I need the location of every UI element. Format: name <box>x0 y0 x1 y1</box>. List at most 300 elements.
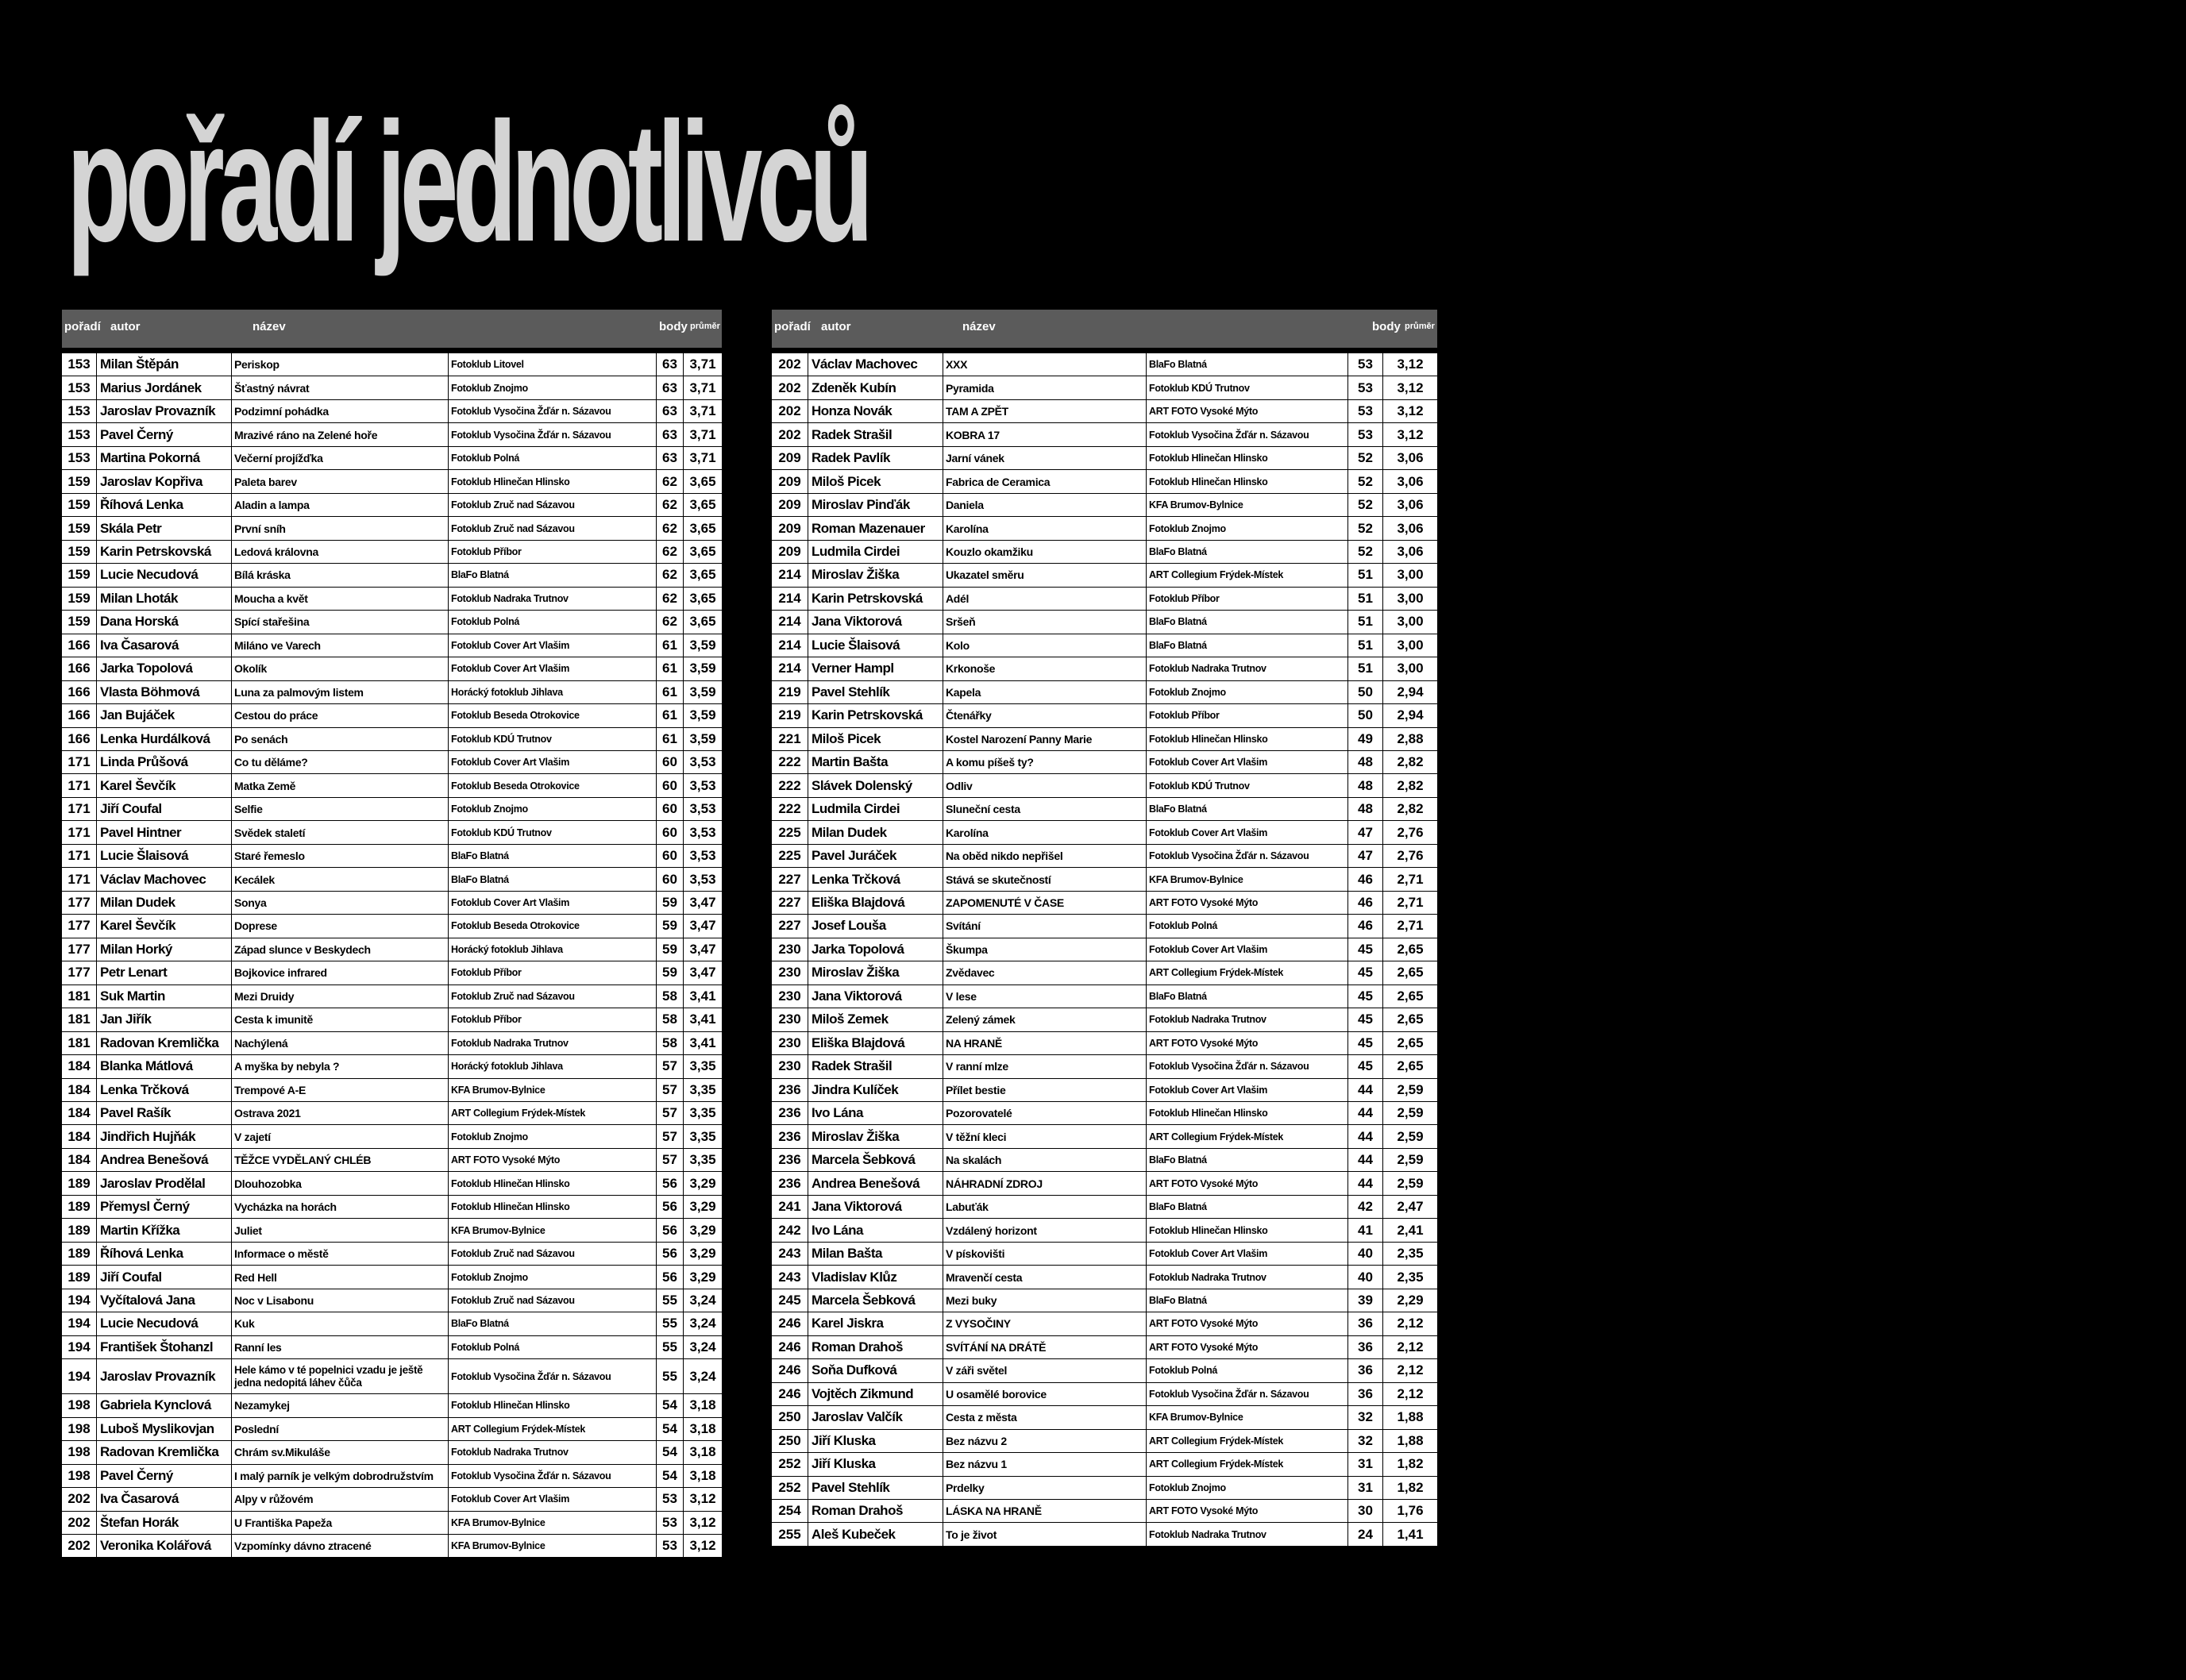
cell-club: BlaFo Blatná <box>1147 353 1348 376</box>
cell-points: 53 <box>1348 423 1383 445</box>
cell-rank: 202 <box>772 423 808 445</box>
table-row <box>62 1336 722 1359</box>
cell-points: 50 <box>1348 681 1383 703</box>
table-row <box>772 1406 1437 1429</box>
cell-rank: 242 <box>772 1219 808 1241</box>
cell-avg: 3,00 <box>1397 567 1424 583</box>
cell-points: 58 <box>657 985 684 1008</box>
cell-club: Fotoklub KDÚ Trutnov <box>449 821 657 843</box>
cell-author: Slávek Dolenský <box>808 774 943 796</box>
cell-club: Fotoklub Nadraka Trutnov <box>1147 1523 1348 1545</box>
cell-author: Ludmila Cirdei <box>808 798 943 820</box>
cell-author: Gabriela Kynclová <box>97 1394 232 1416</box>
cell-title: Co tu děláme? <box>232 751 449 773</box>
cell-rank: 189 <box>62 1266 97 1288</box>
cell-rank: 189 <box>62 1219 97 1241</box>
cell-author: Milan Štěpán <box>97 353 232 376</box>
col-header-rank: pořadí <box>774 320 811 333</box>
cell-points: 55 <box>657 1289 684 1312</box>
cell-avg: 3,12 <box>689 1491 716 1507</box>
cell-author: Miloš Picek <box>808 470 943 492</box>
cell-rank: 245 <box>772 1289 808 1312</box>
cell-author: Karel Ševčík <box>97 774 232 796</box>
cell-title: U osamělé borovice <box>943 1383 1147 1405</box>
cell-title: Zvědavec <box>943 961 1147 984</box>
cell-title: Šťastný návrat <box>232 376 449 399</box>
cell-title: V zajetí <box>232 1125 449 1147</box>
cell-avg: 1,82 <box>1397 1479 1424 1495</box>
cell-points: 52 <box>1348 447 1383 469</box>
cell-club: Fotoklub Hlinečan Hlinsko <box>1147 1219 1348 1241</box>
table-row <box>772 1079 1437 1102</box>
cell-points: 58 <box>657 1008 684 1031</box>
cell-rank: 254 <box>772 1500 808 1522</box>
table-row <box>62 564 722 587</box>
cell-rank: 230 <box>772 985 808 1008</box>
cell-title: Luna za palmovým listem <box>232 681 449 703</box>
cell-author: Josef Louša <box>808 915 943 937</box>
cell-club: KFA Brumov-Bylnice <box>1147 494 1348 516</box>
cell-title: Kecálek <box>232 868 449 890</box>
cell-club: Fotoklub Cover Art Vlašim <box>449 657 657 680</box>
cell-rank: 227 <box>772 868 808 890</box>
cell-points: 61 <box>657 634 684 657</box>
cell-author: Ludmila Cirdei <box>808 541 943 563</box>
cell-avg: 3,59 <box>689 684 716 699</box>
cell-club: Fotoklub Znojmo <box>449 798 657 820</box>
cell-club: Fotoklub KDÚ Trutnov <box>1147 376 1348 399</box>
cell-title: TĚŽCE VYDĚLANÝ CHLÉB <box>232 1149 449 1171</box>
cell-avg: 3,41 <box>689 988 716 1004</box>
cell-avg: 3,12 <box>1397 403 1424 419</box>
cell-points: 57 <box>657 1055 684 1077</box>
cell-title: Na oběd nikdo nepřišel <box>943 845 1147 867</box>
table-row <box>772 1102 1437 1125</box>
cell-rank: 225 <box>772 821 808 843</box>
cell-author: Martin Křížka <box>97 1219 232 1241</box>
cell-rank: 202 <box>62 1535 97 1557</box>
cell-rank: 198 <box>62 1465 97 1487</box>
cell-avg: 2,12 <box>1397 1362 1424 1378</box>
cell-avg: 2,71 <box>1397 918 1424 934</box>
cell-points: 57 <box>657 1079 684 1101</box>
cell-title: Sluneční cesta <box>943 798 1147 820</box>
cell-rank: 214 <box>772 588 808 610</box>
cell-rank: 230 <box>772 1055 808 1077</box>
cell-points: 47 <box>1348 845 1383 867</box>
table-row <box>62 1394 722 1417</box>
col-header-average: průměr <box>690 322 720 331</box>
cell-author: Verner Hampl <box>808 657 943 680</box>
cell-author: Říhová Lenka <box>97 1243 232 1265</box>
table-row <box>62 1312 722 1335</box>
table-row <box>62 704 722 727</box>
cell-rank: 181 <box>62 1032 97 1054</box>
cell-points: 56 <box>657 1243 684 1265</box>
cell-author: Radovan Kremlička <box>97 1441 232 1463</box>
table-row <box>772 423 1437 446</box>
cell-points: 45 <box>1348 1032 1383 1054</box>
cell-title: Kolo <box>943 634 1147 657</box>
cell-title: Mezi Druidy <box>232 985 449 1008</box>
cell-club: Fotoklub Beseda Otrokovice <box>449 915 657 937</box>
table-row <box>772 1453 1437 1476</box>
cell-club: Horácký fotoklub Jihlava <box>449 681 657 703</box>
cell-title: Večerní projížďka <box>232 447 449 469</box>
cell-points: 58 <box>657 1032 684 1054</box>
table-row <box>772 1172 1437 1195</box>
table-row <box>62 1102 722 1125</box>
table-row <box>62 1008 722 1031</box>
cell-title: Periskop <box>232 353 449 376</box>
cell-points: 60 <box>657 821 684 843</box>
cell-title: Okolík <box>232 657 449 680</box>
cell-title: Cestou do práce <box>232 704 449 726</box>
cell-title: Západ slunce v Beskydech <box>232 938 449 961</box>
cell-rank: 236 <box>772 1079 808 1101</box>
cell-avg: 2,82 <box>1397 801 1424 817</box>
cell-points: 45 <box>1348 1055 1383 1077</box>
cell-author: Pavel Juráček <box>808 845 943 867</box>
cell-author: Miroslav Žiška <box>808 564 943 586</box>
cell-avg: 2,65 <box>1397 1058 1424 1074</box>
cell-rank: 246 <box>772 1383 808 1405</box>
cell-title: V záři světel <box>943 1359 1147 1381</box>
cell-points: 52 <box>1348 517 1383 539</box>
cell-title: V pískovišti <box>943 1243 1147 1265</box>
cell-author: Miroslav Žiška <box>808 1125 943 1147</box>
cell-author: Jiří Coufal <box>97 798 232 820</box>
table-row <box>62 1125 722 1148</box>
cell-club: Horácký fotoklub Jihlava <box>449 1055 657 1077</box>
cell-author: Jiří Kluska <box>808 1430 943 1452</box>
cell-avg: 3,59 <box>689 661 716 676</box>
cell-rank: 202 <box>772 400 808 422</box>
table-row <box>62 1488 722 1511</box>
cell-rank: 236 <box>772 1172 808 1194</box>
cell-points: 60 <box>657 798 684 820</box>
cell-title: LÁSKA NA HRANĚ <box>943 1500 1147 1522</box>
cell-avg: 3,24 <box>689 1292 716 1308</box>
cell-points: 52 <box>1348 494 1383 516</box>
table-row <box>62 868 722 891</box>
cell-rank: 189 <box>62 1172 97 1194</box>
cell-title: Hele kámo v té popelnici vzadu je ještě jedna nedopitá láhev čůča <box>232 1359 449 1393</box>
cell-author: Ivo Lána <box>808 1102 943 1124</box>
cell-title: Bez názvu 1 <box>943 1453 1147 1475</box>
cell-rank: 243 <box>772 1243 808 1265</box>
cell-title: Ostrava 2021 <box>232 1102 449 1124</box>
cell-rank: 166 <box>62 728 97 750</box>
table-row <box>772 564 1437 587</box>
cell-title: A komu píšeš ty? <box>943 751 1147 773</box>
cell-avg: 3,24 <box>689 1316 716 1331</box>
cell-club: ART FOTO Vysoké Mýto <box>1147 1312 1348 1335</box>
cell-author: Jana Viktorová <box>808 1196 943 1218</box>
cell-rank: 246 <box>772 1336 808 1358</box>
cell-rank: 222 <box>772 798 808 820</box>
cell-points: 45 <box>1348 961 1383 984</box>
cell-title: Cesta z města <box>943 1406 1147 1428</box>
cell-club: Fotoklub Vysočina Žďár n. Sázavou <box>1147 1383 1348 1405</box>
cell-rank: 159 <box>62 494 97 516</box>
cell-title: Mrazivé ráno na Zelené hoře <box>232 423 449 445</box>
cell-rank: 171 <box>62 774 97 796</box>
cell-avg: 3,29 <box>689 1269 716 1285</box>
cell-points: 62 <box>657 517 684 539</box>
table-row <box>772 447 1437 470</box>
cell-points: 55 <box>657 1312 684 1335</box>
cell-title: ZAPOMENUTÉ V ČASE <box>943 892 1147 914</box>
cell-title: Noc v Lisabonu <box>232 1289 449 1312</box>
cell-author: Zdeněk Kubín <box>808 376 943 399</box>
cell-club: Fotoklub Zruč nad Sázavou <box>449 1243 657 1265</box>
cell-rank: 171 <box>62 845 97 867</box>
results-table-right <box>772 310 1437 1547</box>
cell-club: Fotoklub Beseda Otrokovice <box>449 704 657 726</box>
cell-rank: 166 <box>62 704 97 726</box>
cell-points: 54 <box>657 1394 684 1416</box>
table-row <box>62 728 722 751</box>
cell-rank: 181 <box>62 1008 97 1031</box>
table-row <box>62 774 722 797</box>
cell-points: 54 <box>657 1465 684 1487</box>
table-row <box>62 915 722 938</box>
cell-title: Pozorovatelé <box>943 1102 1147 1124</box>
cell-rank: 159 <box>62 470 97 492</box>
cell-avg: 3,35 <box>689 1058 716 1074</box>
table-row <box>772 868 1437 891</box>
cell-title: Moucha a květ <box>232 588 449 610</box>
cell-avg: 3,06 <box>1397 497 1424 513</box>
table-row <box>772 774 1437 797</box>
table-row <box>772 657 1437 680</box>
cell-title: NA HRANĚ <box>943 1032 1147 1054</box>
cell-rank: 198 <box>62 1418 97 1440</box>
cell-points: 51 <box>1348 611 1383 633</box>
table-row <box>772 985 1437 1008</box>
table-row <box>772 938 1437 961</box>
cell-points: 56 <box>657 1172 684 1194</box>
cell-club: Fotoklub Vysočina Žďár n. Sázavou <box>1147 845 1348 867</box>
cell-title: Staré řemeslo <box>232 845 449 867</box>
cell-rank: 194 <box>62 1359 97 1393</box>
cell-club: ART FOTO Vysoké Mýto <box>1147 1172 1348 1194</box>
cell-rank: 171 <box>62 751 97 773</box>
table-row <box>772 845 1437 868</box>
cell-points: 61 <box>657 704 684 726</box>
cell-points: 36 <box>1348 1383 1383 1405</box>
cell-author: Pavel Rašík <box>97 1102 232 1124</box>
cell-title: Z VYSOČINY <box>943 1312 1147 1335</box>
cell-club: KFA Brumov-Bylnice <box>1147 1406 1348 1428</box>
cell-avg: 3,12 <box>1397 380 1424 395</box>
table-row <box>62 470 722 493</box>
cell-club: Fotoklub Polná <box>449 611 657 633</box>
cell-rank: 255 <box>772 1523 808 1545</box>
cell-avg: 3,24 <box>689 1368 716 1384</box>
table-row <box>62 1441 722 1464</box>
table-row <box>772 961 1437 984</box>
cell-author: Dana Horská <box>97 611 232 633</box>
cell-avg: 3,00 <box>1397 661 1424 676</box>
table-row <box>772 494 1437 517</box>
cell-rank: 177 <box>62 938 97 961</box>
cell-points: 46 <box>1348 915 1383 937</box>
cell-club: Fotoklub Hlinečan Hlinsko <box>449 1394 657 1416</box>
cell-author: Linda Průšová <box>97 751 232 773</box>
cell-author: Lenka Trčková <box>97 1079 232 1101</box>
cell-club: ART Collegium Frýdek-Místek <box>1147 1453 1348 1475</box>
cell-rank: 219 <box>772 704 808 726</box>
page-title: pořadí jednotlivců <box>67 87 868 277</box>
cell-title: V ranní mlze <box>943 1055 1147 1077</box>
cell-avg: 2,88 <box>1397 730 1424 746</box>
table-row <box>772 1383 1437 1406</box>
cell-club: Fotoklub Hlinečan Hlinsko <box>1147 1102 1348 1124</box>
cell-points: 53 <box>657 1535 684 1557</box>
cell-avg: 2,65 <box>1397 1011 1424 1027</box>
cell-avg: 2,65 <box>1397 965 1424 981</box>
cell-points: 50 <box>1348 704 1383 726</box>
table-row <box>772 728 1437 751</box>
cell-club: Fotoklub Zruč nad Sázavou <box>449 517 657 539</box>
cell-rank: 153 <box>62 447 97 469</box>
cell-avg: 2,71 <box>1397 895 1424 911</box>
cell-rank: 227 <box>772 892 808 914</box>
cell-title: Jarní vánek <box>943 447 1147 469</box>
table-row <box>62 1418 722 1441</box>
cell-rank: 184 <box>62 1055 97 1077</box>
cell-points: 57 <box>657 1102 684 1124</box>
cell-author: Jindřich Hujňák <box>97 1125 232 1147</box>
cell-club: Fotoklub Polná <box>449 1336 657 1358</box>
cell-points: 36 <box>1348 1336 1383 1358</box>
cell-avg: 2,82 <box>1397 754 1424 770</box>
cell-author: Milan Horký <box>97 938 232 961</box>
cell-points: 63 <box>657 353 684 376</box>
cell-points: 39 <box>1348 1289 1383 1312</box>
cell-club: Fotoklub Nadraka Trutnov <box>449 588 657 610</box>
cell-title: Zelený zámek <box>943 1008 1147 1031</box>
cell-title: Vzpomínky dávno ztracené <box>232 1535 449 1557</box>
col-header-title: název <box>253 320 286 333</box>
cell-points: 63 <box>657 376 684 399</box>
cell-author: Pavel Černý <box>97 423 232 445</box>
cell-avg: 2,59 <box>1397 1175 1424 1191</box>
cell-rank: 171 <box>62 868 97 890</box>
cell-author: Soňa Dufková <box>808 1359 943 1381</box>
cell-avg: 3,06 <box>1397 450 1424 466</box>
cell-title: Poslední <box>232 1418 449 1440</box>
table-row <box>62 961 722 984</box>
cell-title: Kuk <box>232 1312 449 1335</box>
cell-title: Na skalách <box>943 1149 1147 1171</box>
col-header-author: autor <box>110 320 141 333</box>
cell-rank: 202 <box>772 353 808 376</box>
table-row <box>62 1196 722 1219</box>
cell-club: Fotoklub Cover Art Vlašim <box>1147 1243 1348 1265</box>
cell-author: Honza Novák <box>808 400 943 422</box>
cell-club: BlaFo Blatná <box>1147 1196 1348 1218</box>
cell-club: Fotoklub Hlinečan Hlinsko <box>1147 470 1348 492</box>
cell-rank: 221 <box>772 728 808 750</box>
cell-avg: 2,76 <box>1397 848 1424 864</box>
table-row <box>62 353 722 376</box>
cell-points: 59 <box>657 915 684 937</box>
cell-club: BlaFo Blatná <box>1147 541 1348 563</box>
cell-avg: 2,12 <box>1397 1385 1424 1401</box>
cell-author: Lenka Trčková <box>808 868 943 890</box>
col-header-points: body <box>659 320 688 333</box>
cell-club: BlaFo Blatná <box>449 845 657 867</box>
cell-title: Škumpa <box>943 938 1147 961</box>
cell-club: ART Collegium Frýdek-Místek <box>1147 1430 1348 1452</box>
cell-avg: 3,53 <box>689 777 716 793</box>
cell-rank: 241 <box>772 1196 808 1218</box>
cell-points: 36 <box>1348 1359 1383 1381</box>
cell-points: 44 <box>1348 1102 1383 1124</box>
cell-author: Lucie Necudová <box>97 1312 232 1335</box>
table-row <box>772 588 1437 611</box>
cell-author: Jana Viktorová <box>808 611 943 633</box>
cell-author: Pavel Černý <box>97 1465 232 1487</box>
cell-club: BlaFo Blatná <box>1147 1289 1348 1312</box>
cell-points: 56 <box>657 1196 684 1218</box>
cell-avg: 3,00 <box>1397 637 1424 653</box>
cell-avg: 2,59 <box>1397 1105 1424 1121</box>
cell-author: Vyčítalová Jana <box>97 1289 232 1312</box>
cell-club: Fotoklub Cover Art Vlašim <box>1147 751 1348 773</box>
table-row <box>62 1079 722 1102</box>
cell-avg: 3,65 <box>689 497 716 513</box>
cell-title: Podzimní pohádka <box>232 400 449 422</box>
cell-avg: 3,12 <box>1397 426 1424 442</box>
table-row <box>62 681 722 704</box>
cell-club: ART FOTO Vysoké Mýto <box>1147 1336 1348 1358</box>
cell-rank: 227 <box>772 915 808 937</box>
cell-rank: 230 <box>772 1008 808 1031</box>
cell-author: Václav Machovec <box>808 353 943 376</box>
table-row <box>772 634 1437 657</box>
cell-points: 60 <box>657 751 684 773</box>
cell-points: 44 <box>1348 1149 1383 1171</box>
cell-author: Lucie Šlaisová <box>97 845 232 867</box>
table-row <box>62 494 722 517</box>
cell-rank: 250 <box>772 1406 808 1428</box>
cell-avg: 3,29 <box>689 1199 716 1215</box>
cell-author: Jiří Kluska <box>808 1453 943 1475</box>
table-row <box>772 821 1437 844</box>
cell-author: Vladislav Klůz <box>808 1266 943 1288</box>
cell-avg: 3,65 <box>689 590 716 606</box>
cell-avg: 3,00 <box>1397 590 1424 606</box>
table-header <box>772 310 1437 348</box>
cell-points: 46 <box>1348 868 1383 890</box>
cell-points: 59 <box>657 938 684 961</box>
cell-club: Horácký fotoklub Jihlava <box>449 938 657 961</box>
cell-rank: 153 <box>62 353 97 376</box>
cell-points: 63 <box>657 447 684 469</box>
cell-club: Fotoklub Litovel <box>449 353 657 376</box>
table-row <box>772 1266 1437 1289</box>
cell-author: Karel Ševčík <box>97 915 232 937</box>
cell-rank: 166 <box>62 634 97 657</box>
cell-author: Radek Strašil <box>808 1055 943 1077</box>
cell-author: Jan Jiřík <box>97 1008 232 1031</box>
cell-points: 53 <box>1348 353 1383 376</box>
cell-avg: 3,65 <box>689 543 716 559</box>
